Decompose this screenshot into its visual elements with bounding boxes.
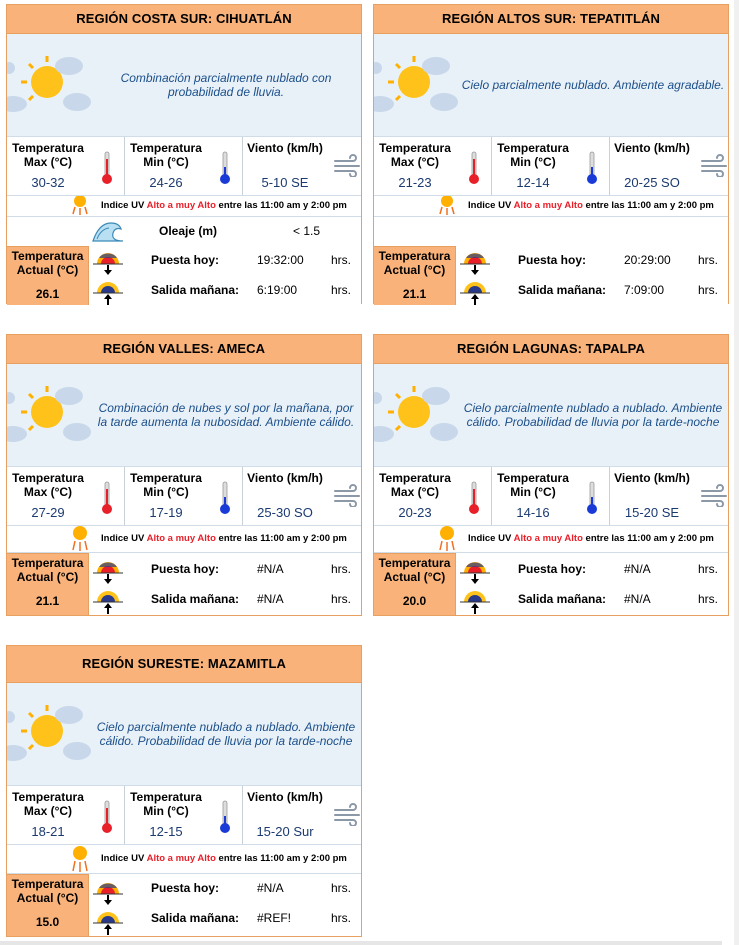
puesta-row: Puesta hoy: #N/A hrs. [127,874,361,903]
uv-sun-icon [67,526,93,552]
salida-row: Salida mañana: 6:19:00 hrs. [127,276,361,305]
sun-info [7,553,361,615]
sunrise-icon [93,282,123,305]
tmax-label: Temperatura Max (°C) [379,141,451,169]
tmax-label: Temperatura Max (°C) [12,141,84,169]
puesta-row: Puesta hoy: #N/A hrs. [494,555,728,584]
tmax-label: Temperatura Max (°C) [12,790,84,818]
tmin-label: Temperatura Min (°C) [130,141,202,169]
puesta-row: Puesta hoy: 20:29:00 hrs. [494,246,728,275]
thermometer-hot-icon [101,800,113,834]
actual-label: Temperatura Actual (°C) [11,877,84,905]
thermometer-hot-icon [101,151,113,185]
wind-value: 15-20 Sur [256,824,314,839]
puesta-value: 20:29:00 [624,253,671,267]
actual-value: 21.1 [35,594,60,608]
salida-row: Salida mañana: 7:09:00 hrs. [494,276,728,305]
actual-temp-box [374,553,456,615]
partly-cloudy-icon [374,52,460,116]
forecast [7,34,361,136]
tmin-label: Temperatura Min (°C) [497,471,569,499]
sunset-sunrise-icons [458,246,492,305]
forecast-description: Cielo parcialmente nublado a nublado. Ambiente cálido. Probabilidad de lluvia por la tarde-noche [463,401,723,429]
sunrise-icon [93,591,123,614]
salida-row: Salida mañana: #N/A hrs. [127,585,361,614]
partly-cloudy-icon [374,382,460,446]
forecast-description: Combinación de nubes y sol por la mañana, por la tarde aumenta la nubosidad. Ambiente cálido. [97,401,355,429]
sun-info [7,217,361,305]
wind-label: Viento (km/h) [614,471,690,485]
actual-label: Temperatura Actual (°C) [11,556,84,584]
tmax-label: Temperatura Max (°C) [379,471,451,499]
forecast-description: Cielo parcialmente nublado a nublado. Ambiente cálido. Probabilidad de lluvia por la tarde-noche [96,720,356,748]
puesta-row: Puesta hoy: #N/A hrs. [127,555,361,584]
wind-icon [333,802,363,826]
uv-level: Alto a muy Alto [146,533,216,544]
puesta-value: #N/A [257,562,284,576]
sunset-icon [93,562,123,584]
tmin-label: Temperatura Min (°C) [497,141,569,169]
wind-value: 25-30 SO [257,505,313,520]
wind-label: Viento (km/h) [247,141,323,155]
salida-value: #N/A [257,592,284,606]
wind-value: 20-25 SO [624,175,680,190]
uv-index-row: Indice UV Alto a muy Alto entre las 11:00 am y 2:00 pm [374,195,728,217]
sunset-icon [93,253,123,275]
puesta-value: #N/A [624,562,651,576]
oleaje-value: < 1.5 [293,224,321,238]
uv-index-row: Indice UV Alto a muy Alto entre las 11:00 am y 2:00 pm [7,844,361,874]
wind-value: 5-10 SE [261,175,309,190]
actual-label: Temperatura Actual (°C) [11,249,84,277]
actual-value: 21.1 [402,287,427,301]
salida-value: #N/A [624,592,651,606]
thermometer-hot-icon [101,481,113,515]
region-card-lagunas [373,334,729,616]
forecast-description: Combinación parcialmente nublado con probabilidad de lluvia. [120,71,332,99]
tmax-value: 30-32 [31,175,65,190]
region-card-valles [6,334,362,616]
salida-value: 7:09:00 [624,283,665,297]
sunrise-icon [460,591,490,614]
horizontal-scrollbar[interactable] [0,941,722,945]
region-title: REGIÓN VALLES: AMECA [7,335,361,364]
forecast [374,364,728,466]
forecast-description: Cielo parcialmente nublado. Ambiente agradable. [461,78,725,92]
forecast [7,683,361,785]
tmin-label: Temperatura Min (°C) [130,471,202,499]
thermometer-cold-icon [219,800,231,834]
region-title: REGIÓN SURESTE: MAZAMITLA [7,646,361,683]
partly-cloudy-icon [7,382,93,446]
sunset-icon [93,883,123,905]
wind-label: Viento (km/h) [247,790,323,804]
wind-icon [333,483,363,507]
actual-label: Temperatura Actual (°C) [378,249,451,277]
salida-value: 6:19:00 [257,283,298,297]
actual-label: Temperatura Actual (°C) [378,556,451,584]
region-title: REGIÓN LAGUNAS: TAPALPA [374,335,728,364]
thermometer-cold-icon [219,151,231,185]
uv-level: Alto a muy Alto [513,533,583,544]
sunset-sunrise-icons [91,555,125,614]
sunset-icon [460,253,490,275]
actual-temp-box [7,246,89,305]
uv-sun-icon [434,526,460,552]
wind-label: Viento (km/h) [247,471,323,485]
puesta-value: #N/A [257,881,284,895]
region-title: REGIÓN ALTOS SUR: TEPATITLÁN [374,5,728,34]
wind-icon [700,483,730,507]
uv-index-row: Indice UV Alto a muy Alto entre las 11:00 am y 2:00 pm [7,195,361,217]
sunset-sunrise-icons [91,246,125,305]
tmin-value: 12-14 [516,175,550,190]
temperature-row [374,466,728,525]
uv-sun-icon [434,196,460,216]
oleaje-row: Oleaje (m) < 1.5 [127,217,361,246]
region-card-costa-sur [6,4,362,304]
tmax-value: 27-29 [31,505,65,520]
sunset-sunrise-icons [458,555,492,614]
thermometer-hot-icon [468,151,480,185]
thermometer-cold-icon [586,481,598,515]
temperature-row [7,136,361,195]
uv-sun-icon [67,196,93,216]
actual-value: 20.0 [402,594,427,608]
salida-row: Salida mañana: #N/A hrs. [494,585,728,614]
actual-value: 15.0 [35,915,60,929]
actual-value: 26.1 [35,287,60,301]
wind-icon [333,153,363,177]
sunrise-icon [93,912,123,935]
wind-value: 15-20 SE [624,505,680,520]
partly-cloudy-icon [7,52,93,116]
temperature-row [374,136,728,195]
salida-row: Salida mañana: #REF! hrs. [127,904,361,933]
sun-info [374,217,728,305]
partly-cloudy-icon [7,701,93,765]
vertical-scrollbar[interactable] [734,0,739,945]
sunrise-icon [460,282,490,305]
region-card-sureste [6,645,362,937]
region-title: REGIÓN COSTA SUR: CIHUATLÁN [7,5,361,34]
tmin-value: 17-19 [149,505,183,520]
uv-level: Alto a muy Alto [146,200,216,211]
uv-level: Alto a muy Alto [513,200,583,211]
temperature-row [7,466,361,525]
forecast [374,34,728,136]
tmin-label: Temperatura Min (°C) [130,790,202,818]
uv-level: Alto a muy Alto [146,853,216,864]
uv-index-row: Indice UV Alto a muy Alto entre las 11:00 am y 2:00 pm [374,525,728,553]
salida-value: #REF! [257,911,292,925]
thermometer-cold-icon [219,481,231,515]
sun-info [7,874,361,936]
sunset-sunrise-icons [91,876,125,935]
thermometer-cold-icon [586,151,598,185]
temperature-row [7,785,361,844]
uv-sun-icon [67,845,93,873]
actual-temp-box [374,246,456,305]
puesta-row: Puesta hoy: 19:32:00 hrs. [127,246,361,275]
tmin-value: 12-15 [149,824,183,839]
region-card-altos-sur [373,4,729,304]
thermometer-hot-icon [468,481,480,515]
tmax-label: Temperatura Max (°C) [12,471,84,499]
tmax-value: 20-23 [398,505,432,520]
tmax-value: 18-21 [31,824,65,839]
wind-label: Viento (km/h) [614,141,690,155]
tmax-value: 21-23 [398,175,432,190]
wind-icon [700,153,730,177]
sunset-icon [460,562,490,584]
tmin-value: 24-26 [149,175,183,190]
uv-index-row: Indice UV Alto a muy Alto entre las 11:00 am y 2:00 pm [7,525,361,553]
puesta-value: 19:32:00 [257,253,304,267]
actual-temp-box [7,553,89,615]
sun-info [374,553,728,615]
forecast [7,364,361,466]
actual-temp-box [7,874,89,936]
tmin-value: 14-16 [516,505,550,520]
wave-icon [91,217,125,246]
